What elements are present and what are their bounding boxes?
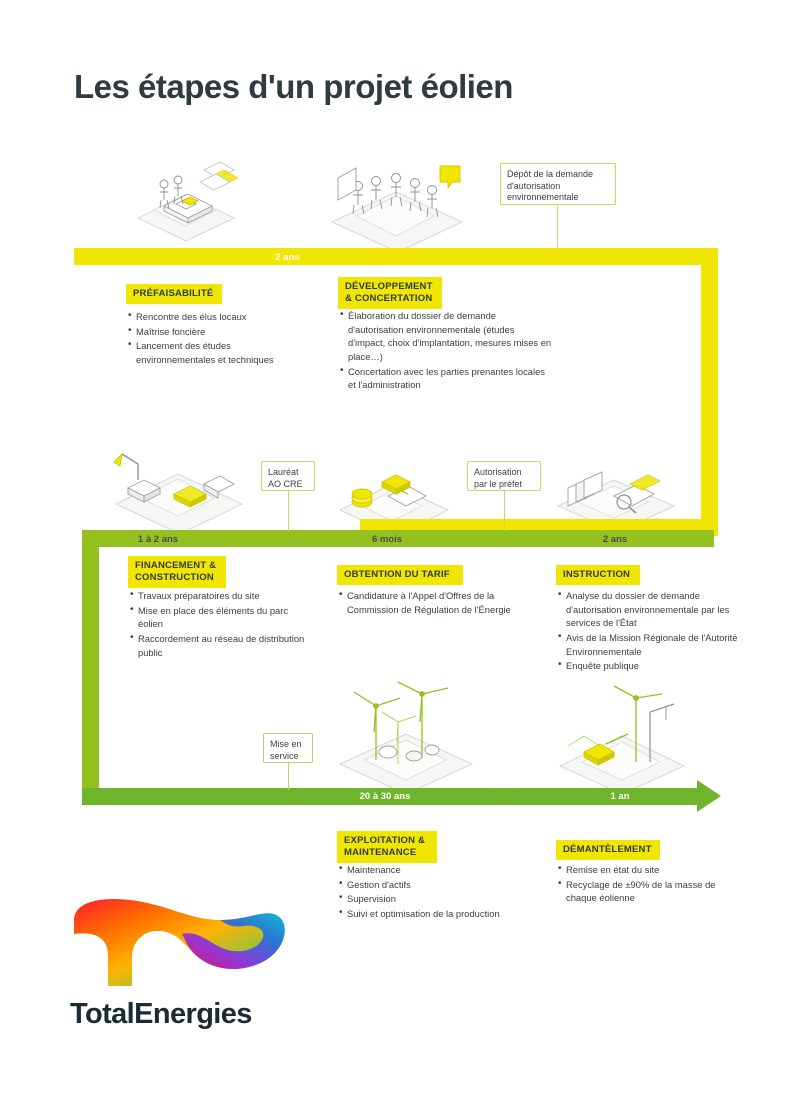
list-item: • Travaux préparatoires du site xyxy=(130,589,315,603)
scene-exploitation xyxy=(330,672,480,794)
list-item: • Concertation avec les parties prenantes locales et l'administration xyxy=(340,365,554,392)
page-title: Les étapes d'un projet éolien xyxy=(74,68,513,105)
duration-20a30ans: 20 à 30 ans xyxy=(359,791,411,802)
stage-chip-financement-line1: FINANCEMENT & xyxy=(135,560,217,571)
list-item: • Maîtrise foncière xyxy=(128,325,308,339)
scene-demantelement xyxy=(554,678,690,794)
list-item: • Lancement des études environnementales et techniques xyxy=(128,339,308,366)
list-item: • Avis de la Mission Régionale de l'Autorité Environnementale xyxy=(558,631,748,658)
stage-chip-prefaisabilite: PRÉFAISABILITÉ xyxy=(126,284,222,304)
timeline-arrow-head xyxy=(697,780,721,812)
tick-demantelement xyxy=(504,788,505,805)
duration-2ans-row1: 2 ans xyxy=(275,252,300,263)
list-item: • Rencontre des élus locaux xyxy=(128,310,308,324)
stage-chip-demantelement: DÉMANTÈLEMENT xyxy=(556,840,660,860)
stage-list-developpement xyxy=(340,309,554,393)
duration-2ans-row2: 2 ans xyxy=(602,534,628,545)
callout-autorisation-stem xyxy=(504,491,505,531)
stage-list-prefaisabilite xyxy=(128,310,308,368)
duration-1a2ans: 1 à 2 ans xyxy=(137,534,179,545)
timeline-bar-yellow-right xyxy=(701,248,718,536)
scene-preetude xyxy=(116,140,256,245)
callout-autorisation-line1: Autorisation xyxy=(474,467,522,477)
callout-autorisation-line2: par le préfet xyxy=(474,478,523,489)
list-item: • Supervision xyxy=(339,892,519,906)
stage-chip-exploitation-line1: EXPLOITATION & xyxy=(344,835,426,846)
stage-list-instruction xyxy=(558,589,748,674)
stage-chip-financement xyxy=(128,556,226,588)
duration-6mois: 6 mois xyxy=(371,534,403,545)
callout-mise-stem xyxy=(288,763,289,790)
callout-depot-text: Dépôt de la demande d'autorisation environnementale xyxy=(507,169,594,203)
stage-chip-obtention-tarif: OBTENTION DU TARIF xyxy=(337,565,463,585)
stage-chip-developpement xyxy=(338,277,442,309)
list-item: • Mise en place des éléments du parc éolien xyxy=(130,604,315,631)
callout-laureat-ao-cre xyxy=(261,461,315,491)
brand-logo xyxy=(70,890,310,1040)
callout-depot-stem xyxy=(557,205,558,249)
list-item: • Enquête publique xyxy=(558,659,748,673)
brand-name: TotalEnergies xyxy=(70,998,252,1030)
timeline-bar-yellow-top xyxy=(74,248,718,265)
callout-mise-en-service xyxy=(263,733,313,763)
list-item: • Remise en état du site xyxy=(558,863,743,877)
totalenergies-mark-icon xyxy=(70,890,300,995)
stage-list-exploitation xyxy=(339,863,519,922)
callout-mise-line2: service xyxy=(270,750,299,761)
callout-mise-line1: Mise en xyxy=(270,739,302,749)
stage-chip-exploitation xyxy=(337,831,437,863)
tick-mise-en-service xyxy=(288,788,289,805)
stage-chip-developpement-line2: & CONCERTATION xyxy=(345,292,433,304)
stage-list-demantelement xyxy=(558,863,743,906)
duration-1an: 1 an xyxy=(610,791,630,802)
list-item: • Raccordement au réseau de distribution public xyxy=(130,632,315,659)
list-item: • Gestion d'actifs xyxy=(339,878,519,892)
stage-chip-financement-line2: CONSTRUCTION xyxy=(135,571,214,583)
callout-depot-demande xyxy=(500,163,616,205)
callout-laureat-stem xyxy=(288,491,289,531)
list-item: • Candidature à l'Appel d'Offres de la Commission de Régulation de l'Énergie xyxy=(339,589,524,616)
list-item: • Maintenance xyxy=(339,863,519,877)
list-item: • Analyse du dossier de demande d'autorisation environnementale par les services de l'État xyxy=(558,589,748,630)
stage-list-obtention-tarif xyxy=(339,589,524,617)
callout-autorisation-prefet xyxy=(467,461,541,491)
list-item: • Recyclage de ±90% de la masse de chaque éolienne xyxy=(558,878,743,905)
scene-concertation xyxy=(322,148,472,248)
stage-chip-instruction: INSTRUCTION xyxy=(556,565,640,585)
list-item: • Suivi et optimisation de la production xyxy=(339,907,519,921)
callout-laureat-line2: AO CRE xyxy=(268,478,303,489)
scene-chantier xyxy=(108,432,250,532)
timeline-bar-green-left xyxy=(82,530,99,805)
stage-chip-exploitation-line2: MAINTENANCE xyxy=(344,846,417,858)
stage-list-financement xyxy=(130,589,315,660)
list-item: • Élaboration du dossier de demande d'autorisation environnementale (études d'impact, choix d'implantation, mesures mises en place…) xyxy=(340,309,554,364)
stage-chip-developpement-line1: DÉVELOPPEMENT xyxy=(345,281,433,292)
callout-laureat-line1: Lauréat xyxy=(268,467,299,477)
